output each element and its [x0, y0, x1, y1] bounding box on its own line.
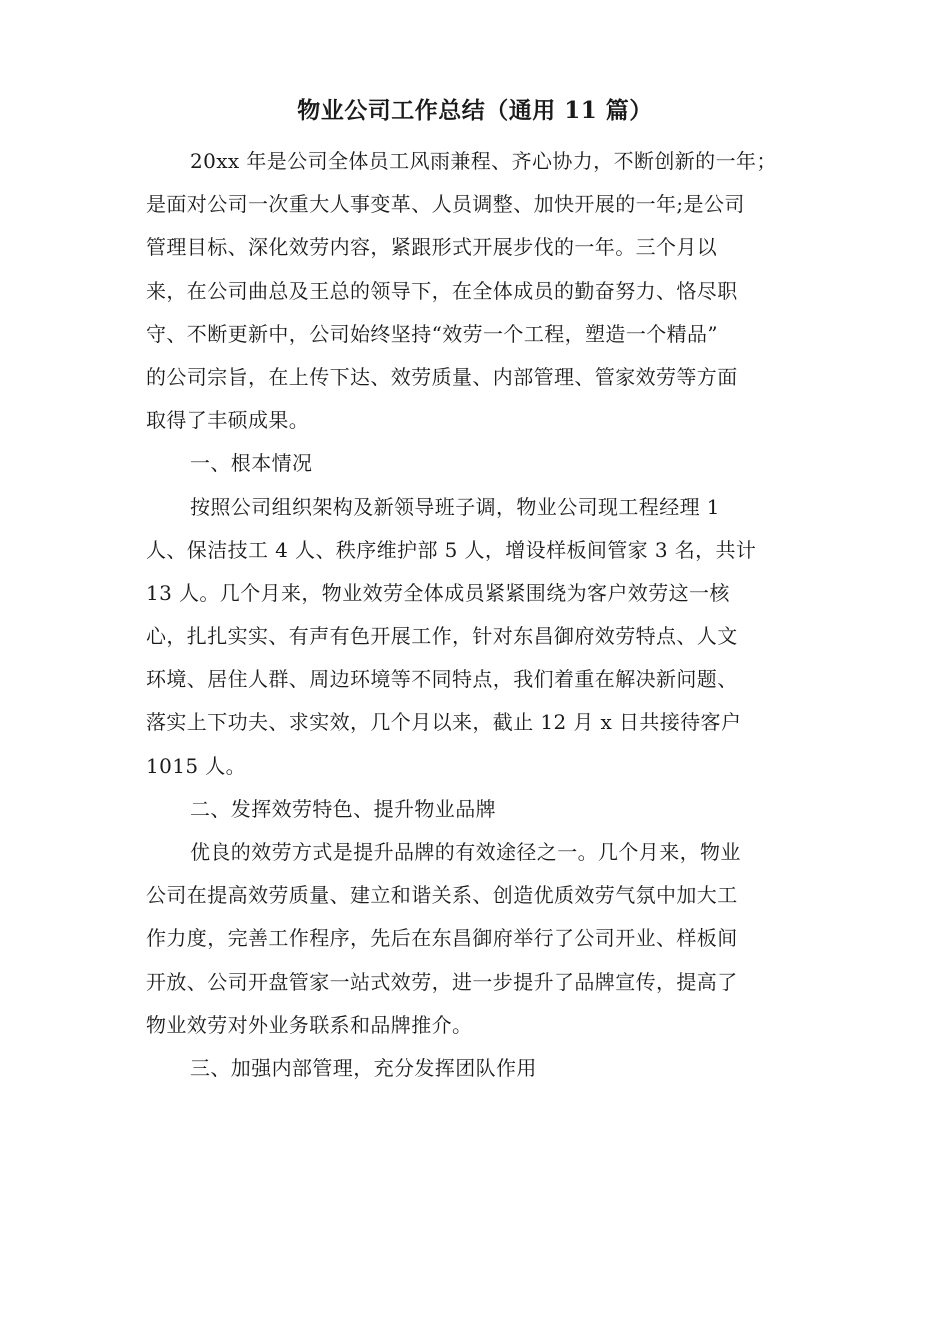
- text-line: 公司在提高效劳质量、建立和谐关系、创造优质效劳气氛中加大工: [146, 883, 738, 908]
- text-line: 一、根本情况: [190, 451, 313, 476]
- text-line: 20xx 年是公司全体员工风雨兼程、齐心协力，不断创新的一年；: [190, 149, 777, 173]
- text-line: 的公司宗旨，在上传下达、效劳质量、内部管理、管家效劳等方面: [146, 364, 738, 389]
- text-line: 来，在公司曲总及王总的领导下，在全体成员的勤奋努力、恪尽职: [146, 278, 738, 303]
- text-line: 三、加强内部管理，充分发挥团队作用: [190, 1055, 537, 1080]
- text-line: 物业效劳对外业务联系和品牌推介。: [146, 1012, 473, 1037]
- text-line: 1015 人。: [146, 753, 247, 778]
- text-line: 是面对公司一次重大人事变革、人员调整、加快开展的一年;是公司: [146, 192, 745, 217]
- text-line: 管理目标、深化效劳内容，紧跟形式开展步伐的一年。三个月以: [146, 235, 718, 260]
- text-line: 按照公司组织架构及新领导班子调，物业公司现工程经理 1: [190, 494, 720, 519]
- text-line: 二、发挥效劳特色、提升物业品牌: [190, 796, 496, 821]
- text-line: 守、不断更新中，公司始终坚持“效劳一个工程，塑造一个精品”: [146, 321, 719, 346]
- document-title: 物业公司工作总结（通用 11 篇）: [297, 97, 653, 124]
- text-line: 人、保洁技工 4 人、秩序维护部 5 人，增设样板间管家 3 名，共计: [146, 537, 757, 562]
- text-line: 开放、公司开盘管家一站式效劳，进一步提升了品牌宣传，提高了: [146, 969, 738, 994]
- text-line: 取得了丰硕成果。: [146, 408, 310, 433]
- text-line: 心，扎扎实实、有声有色开展工作，针对东昌御府效劳特点、人文: [146, 624, 738, 649]
- text-line: 环境、居住人群、周边环境等不同特点，我们着重在解决新问题、: [146, 667, 738, 692]
- document-body: [146, 140, 826, 1090]
- text-line: 落实上下功夫、求实效，几个月以来，截止 12 月 x 日共接待客户: [146, 710, 742, 735]
- text-line: 优良的效劳方式是提升品牌的有效途径之一。几个月来，物业: [190, 840, 741, 864]
- text-line: 13 人。几个月来，物业效劳全体成员紧紧围绕为客户效劳这一核: [146, 580, 730, 605]
- text-line: 作力度，完善工作程序，先后在东昌御府举行了公司开业、样板间: [146, 926, 738, 951]
